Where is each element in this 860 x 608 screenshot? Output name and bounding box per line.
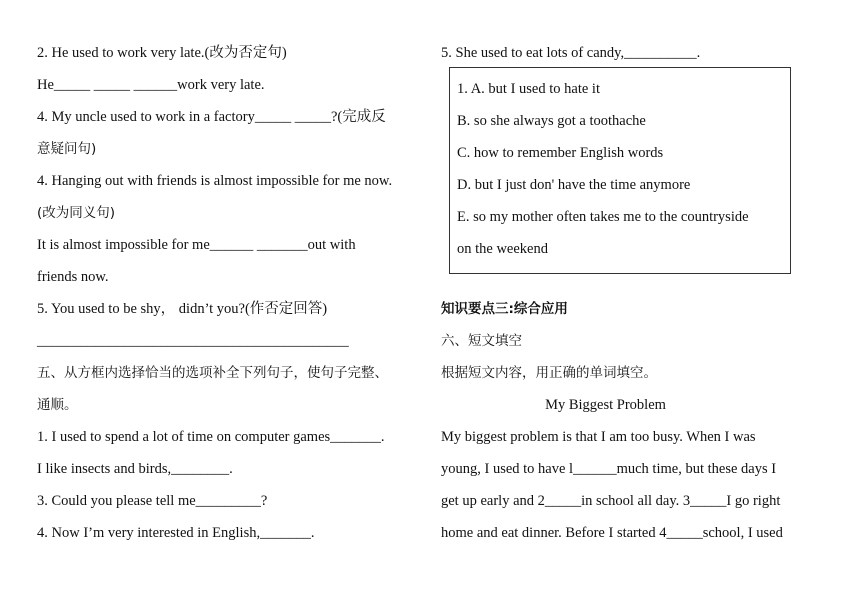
passage-line-2: young, I used to have l______much time, but these days I — [441, 461, 777, 477]
exercise-2-prompt: 2. He used to work very late.(改为否定句) — [37, 45, 287, 61]
option-d: D. but I just don' have the time anymore — [457, 177, 691, 193]
exercise-2-blank-line: He_____ _____ ______work very late. — [37, 77, 265, 93]
exercise-4b-instruction: (改为同义句) — [37, 205, 116, 221]
sentence-3: 3. Could you please tell me_________? — [37, 493, 268, 509]
sentence-5: 5. She used to eat lots of candy,__________. — [441, 45, 701, 61]
subsection-title: 六、短文填空 — [441, 333, 522, 349]
section-title: 知识要点三:综合应用 — [441, 301, 568, 317]
passage-line-4: home and eat dinner. Before I started 4_____school, I used — [441, 525, 783, 541]
option-e-cont: on the weekend — [457, 241, 548, 257]
option-b: B. so she always got a toothache — [457, 113, 646, 129]
option-c: C. how to remember English words — [457, 145, 664, 161]
sentence-4: 4. Now I’m very interested in English,_______. — [37, 525, 315, 541]
exercise-4b-blank-line-cont: friends now. — [37, 269, 109, 285]
sentence-1: 1. I used to spend a lot of time on computer games_______. — [37, 429, 385, 445]
exercise-4a-prompt-cont: 意疑问句) — [37, 141, 97, 157]
section-5-instruction-cont: 通顺。 — [37, 397, 78, 413]
passage-title: My Biggest Problem — [545, 397, 666, 413]
exercise-5-prompt: 5. You used to be shy， didn’t you?(作否定回答) — [37, 301, 328, 317]
passage-line-3: get up early and 2_____in school all day. 3_____I go right — [441, 493, 781, 509]
exercise-4b-prompt: 4. Hanging out with friends is almost impossible for me now. — [37, 173, 393, 189]
option-e: E. so my mother often takes me to the countryside — [457, 209, 749, 225]
section-5-instruction: 五、从方框内选择恰当的选项补全下列句子，使句子完整、 — [37, 365, 388, 381]
exercise-5-answer-line: ___________________________________________ — [37, 333, 349, 349]
passage-instruction: 根据短文内容，用正确的单词填空。 — [441, 365, 657, 381]
passage-line-1: My biggest problem is that I am too busy. When I was — [441, 429, 756, 445]
option-a: 1. A. but I used to hate it — [457, 81, 600, 97]
exercise-4a-prompt: 4. My uncle used to work in a factory_____ _____?(完成反 — [37, 109, 386, 125]
sentence-2: I like insects and birds,________. — [37, 461, 233, 477]
exercise-4b-blank-line: It is almost impossible for me______ _______out with — [37, 237, 356, 253]
